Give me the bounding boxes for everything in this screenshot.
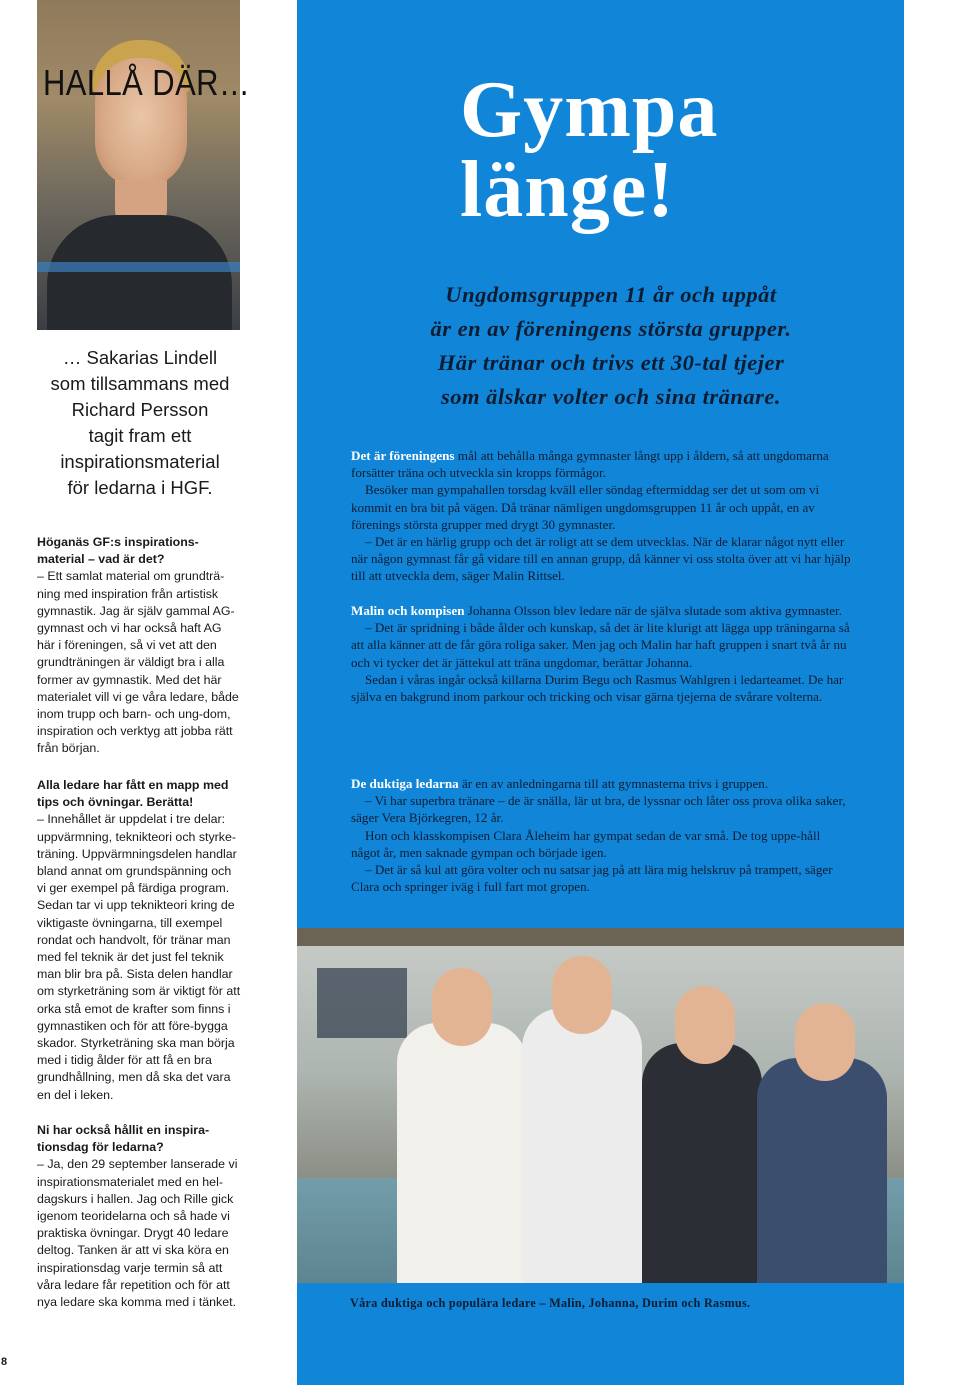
article-title: Gympa länge! bbox=[460, 66, 719, 234]
intro-text: … Sakarias Lindell som tillsammans med Richard Persson tagit fram ett inspirationsmaterial för ledarna i HGF. bbox=[50, 347, 230, 498]
article-panel bbox=[297, 0, 904, 1385]
team-photo bbox=[297, 928, 904, 1283]
question: Ni har också hållit en inspira-tionsdag för ledarna? bbox=[37, 1123, 210, 1155]
answer: – Ett samlat material om grundträ-ning med inspiration från artistisk gymnastik. Jag är själv gammal AG-gymnast och vi har också haft AG här i föreningen, så vi vet att den grundträningen är väldigt bra i alla former av gymnastik. Med det här materialet vill vi ge våra ledare, både inom trupp och barn- och ung-dom, inspiration och verktyg att jobba rätt från början. bbox=[37, 569, 239, 756]
article-section-1: Det är föreningens mål att behålla många gymnaster långt upp i åldern, så att ungdomarna forsätter träna och utveckla sin kropps förmågor. Besöker man gympahallen torsdag kväll eller söndag eftermiddag ser det ut som om vi kommit en bra bit på vägen. Då tränar nämligen ungdomsgruppen 11 år och uppåt, en av förenings största grupper med drygt 30 gymnaster. – Det är en härlig grupp och det är roligt att se dem utvecklas. När de klarar något nytt eller när någon gymnast får gå vidare till en annan grupp, då känner vi oss stolta över att vi har hjälp till att utveckla dem, säger Malin Rittsel. bbox=[351, 448, 851, 584]
photo-caption: Våra duktiga och populära ledare – Malin, Johanna, Durim och Rasmus. bbox=[350, 1296, 751, 1310]
interview-q3 bbox=[37, 1122, 241, 1311]
question: Alla ledare har fått en mapp med tips och övningar. Berätta! bbox=[37, 778, 229, 810]
sidebar-interview bbox=[0, 0, 290, 1385]
article-section-2: Malin och kompisen Johanna Olsson blev ledare när de själva slutade som aktiva gymnaster. – Det är spridning i både ålder och kunskap, så det är lite klurigt att lägga upp träningarna så att alla känner att de får göra roliga saker. Men jag och Malin har haft gruppen i snart två år nu och vi tycker det är jättekul att träna ungdomar, berättar Johanna. Sedan i våras ingår också killarna Durim Begu och Rasmus Wahlgren i ledarteamet. De har själva en bakgrund inom parkour och tricking och visar gärna tjejerna de svårare volterna. bbox=[351, 603, 850, 705]
portrait-photo bbox=[37, 0, 240, 330]
answer: – Ja, den 29 september lanserade vi inspirationsmaterialet med en hel-dagskurs i hallen. Jag och Rille gick igenom teoridelarna och så hade vi praktiska övningar. Drygt 40 ledare deltog. Tanken är att vi ska köra en inspirationsdag varje termin så att våra ledare får repetition och för att nya ledare ska komma med i tänket. bbox=[37, 1157, 238, 1310]
interview-q2 bbox=[37, 777, 241, 1104]
interview-q1 bbox=[37, 534, 241, 758]
question: Höganäs GF:s inspirations-material – vad är det? bbox=[37, 535, 199, 567]
article-lead: Ungdomsgruppen 11 år och uppåt är en av föreningens största grupper. Här tränar och trivs ett 30-tal tjejer som älskar volter och sina tränare. bbox=[430, 282, 792, 409]
answer: – Innehållet är uppdelat i tre delar: uppvärmning, teknikteori och styrke-träning. Uppvärmningsdelen handlar bland annat om grundspänning och vi ger exempel på färdiga program. Sedan tar vi upp teknikteori kring de viktigaste övningarna, till exempel rondat och handvolt, för tränar man med fel teknik är det just fel teknik man blir bra på. Sista delen handlar om styrketräning som är viktigt för att orka stå emot de krafter som finns i gymnastiken och för att före-bygga skador. Styrketräning ska man börja med i tidig ålder för att få en bra grundhållning, men då ska det vara en del i leken. bbox=[37, 812, 241, 1102]
section-heading: HALLÅ DÄR… bbox=[43, 62, 251, 103]
article-section-3: De duktiga ledarna är en av anledningarna till att gymnasterna trivs i gruppen. – Vi har superbra tränare – de är snälla, lär ut bra, de lyssnar och låter oss prova olika saker, säger Vera Björkegren, 12 år. Hon och klasskompisen Clara Åleheim har gympat sedan de var små. De tog uppe-håll något år, men saknade gympan och började igen. – Det är så kul att göra volter och nu satsar jag på att lära mig helskruv på trampett, säger Clara och springer iväg i full fart mot gropen. bbox=[351, 776, 846, 895]
page-number: 8 bbox=[1, 1356, 8, 1368]
